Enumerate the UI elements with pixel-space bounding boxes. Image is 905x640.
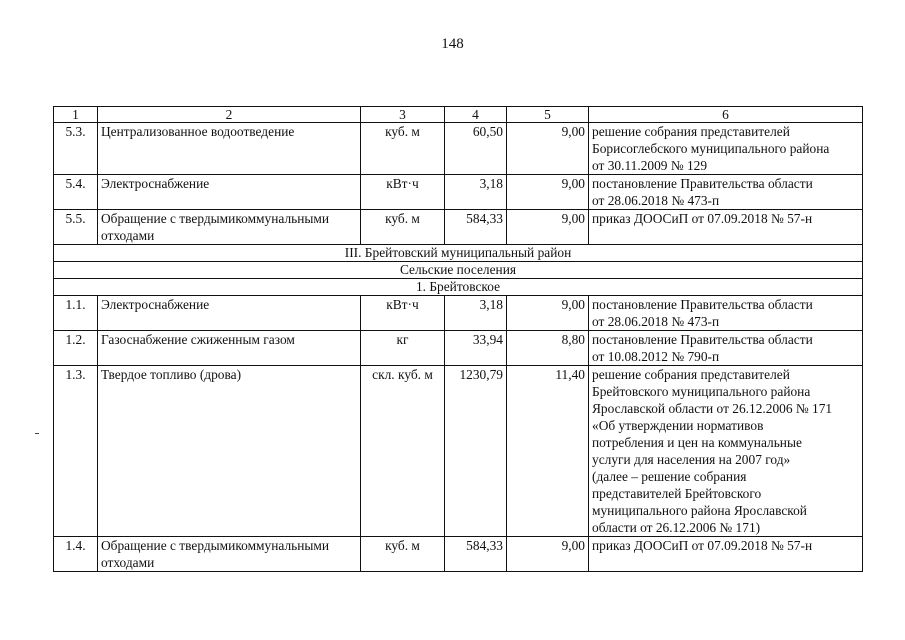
service-name: [98, 366, 361, 537]
percent-cell: 9,00: [507, 175, 589, 210]
basis-line: (далее – решение собрания: [592, 469, 747, 484]
row-number: 5.5.: [54, 210, 98, 245]
service-name: [98, 175, 361, 210]
basis-cell: [589, 296, 863, 331]
unit-cell: куб. м: [361, 210, 445, 245]
service-name: [98, 331, 361, 366]
basis-line: от 10.08.2012 № 790-п: [592, 349, 720, 364]
basis-line: от 30.11.2009 № 129: [592, 158, 708, 173]
service-name-line: коммунальными отходами: [101, 211, 330, 243]
service-name: [98, 123, 361, 175]
table-row: [54, 123, 863, 175]
value-cell: 3,18: [445, 296, 507, 331]
service-name-line: Электроснабжение: [101, 176, 210, 191]
row-number: 5.4.: [54, 175, 98, 210]
unit-cell: кВт·ч: [361, 175, 445, 210]
row-number: 5.3.: [54, 123, 98, 175]
service-name: [98, 210, 361, 245]
percent-cell: 9,00: [507, 537, 589, 572]
unit-cell: куб. м: [361, 123, 445, 175]
basis-line: области от 26.12.2006 № 171): [592, 520, 761, 535]
basis-cell: [589, 537, 863, 572]
value-cell: 584,33: [445, 210, 507, 245]
table-row: [54, 296, 863, 331]
basis-line: постановление Правительства области: [592, 297, 813, 312]
section-row: [54, 262, 863, 279]
table-row: [54, 331, 863, 366]
basis-cell: [589, 210, 863, 245]
percent-cell: 9,00: [507, 123, 589, 175]
table-row: [54, 366, 863, 537]
header-row: [54, 107, 863, 123]
basis-line: Борисоглебского муниципального района: [592, 141, 830, 156]
basis-cell: [589, 366, 863, 537]
service-name-line: Газоснабжение сжиженным газом: [101, 332, 295, 347]
row-number: 1.3.: [54, 366, 98, 537]
percent-cell: 9,00: [507, 296, 589, 331]
basis-line: муниципального района Ярославской: [592, 503, 807, 518]
basis-line: приказ ДООСиП от 07.09.2018 № 57-н: [592, 211, 813, 226]
unit-cell: кг: [361, 331, 445, 366]
table-body: [54, 107, 863, 572]
service-name-line: Твердое топливо (дрова): [101, 367, 242, 382]
value-cell: 3,18: [445, 175, 507, 210]
basis-line: Брейтовского муниципального района: [592, 384, 811, 399]
service-name: [98, 296, 361, 331]
basis-cell: [589, 331, 863, 366]
basis-line: «Об утверждении нормативов: [592, 418, 764, 433]
norms-table: [53, 106, 863, 572]
service-name-line: коммунальными отходами: [101, 538, 330, 570]
table-row: [54, 175, 863, 210]
service-name-line: Электроснабжение: [101, 297, 210, 312]
basis-cell: [589, 175, 863, 210]
basis-line: от 28.06.2018 № 473-п: [592, 314, 720, 329]
service-name-line: Централизованное водоотведение: [101, 124, 295, 139]
basis-line: постановление Правительства области: [592, 332, 813, 347]
unit-cell: скл. куб. м: [361, 366, 445, 537]
basis-line: решение собрания представителей: [592, 367, 790, 382]
percent-cell: 9,00: [507, 210, 589, 245]
basis-cell: [589, 123, 863, 175]
percent-cell: 8,80: [507, 331, 589, 366]
basis-line: приказ ДООСиП от 07.09.2018 № 57-н: [592, 538, 813, 553]
table-row: [54, 210, 863, 245]
value-cell: 584,33: [445, 537, 507, 572]
basis-line: решение собрания представителей: [592, 124, 790, 139]
section-district: III. Брейтовский муниципальный район: [54, 245, 863, 262]
basis-line: постановление Правительства области: [592, 176, 813, 191]
percent-cell: 11,40: [507, 366, 589, 537]
header-cell-6: 6: [589, 107, 863, 123]
unit-cell: куб. м: [361, 537, 445, 572]
header-cell-2: 2: [98, 107, 361, 123]
section-settlements: Сельские поселения: [54, 262, 863, 279]
row-number: 1.4.: [54, 537, 98, 572]
section-row: [54, 279, 863, 296]
value-cell: 60,50: [445, 123, 507, 175]
basis-line: от 28.06.2018 № 473-п: [592, 193, 720, 208]
header-cell-5: 5: [507, 107, 589, 123]
basis-line: услуги для населения на 2007 год»: [592, 452, 791, 467]
service-name: [98, 537, 361, 572]
basis-line: потребления и цен на коммунальные: [592, 435, 802, 450]
header-cell-1: 1: [54, 107, 98, 123]
header-cell-3: 3: [361, 107, 445, 123]
service-name-line: Обращение с твердыми: [101, 211, 236, 226]
row-number: 1.2.: [54, 331, 98, 366]
scan-artifact: [35, 433, 39, 434]
basis-line: Ярославской области от 26.12.2006 № 171: [592, 401, 833, 416]
value-cell: 33,94: [445, 331, 507, 366]
value-cell: 1230,79: [445, 366, 507, 537]
unit-cell: кВт·ч: [361, 296, 445, 331]
header-cell-4: 4: [445, 107, 507, 123]
row-number: 1.1.: [54, 296, 98, 331]
service-name-line: Обращение с твердыми: [101, 538, 236, 553]
section-row: [54, 245, 863, 262]
basis-line: представителей Брейтовского: [592, 486, 762, 501]
section-settlement: 1. Брейтовское: [54, 279, 863, 296]
page-number: 148: [441, 36, 464, 52]
table-row: [54, 537, 863, 572]
